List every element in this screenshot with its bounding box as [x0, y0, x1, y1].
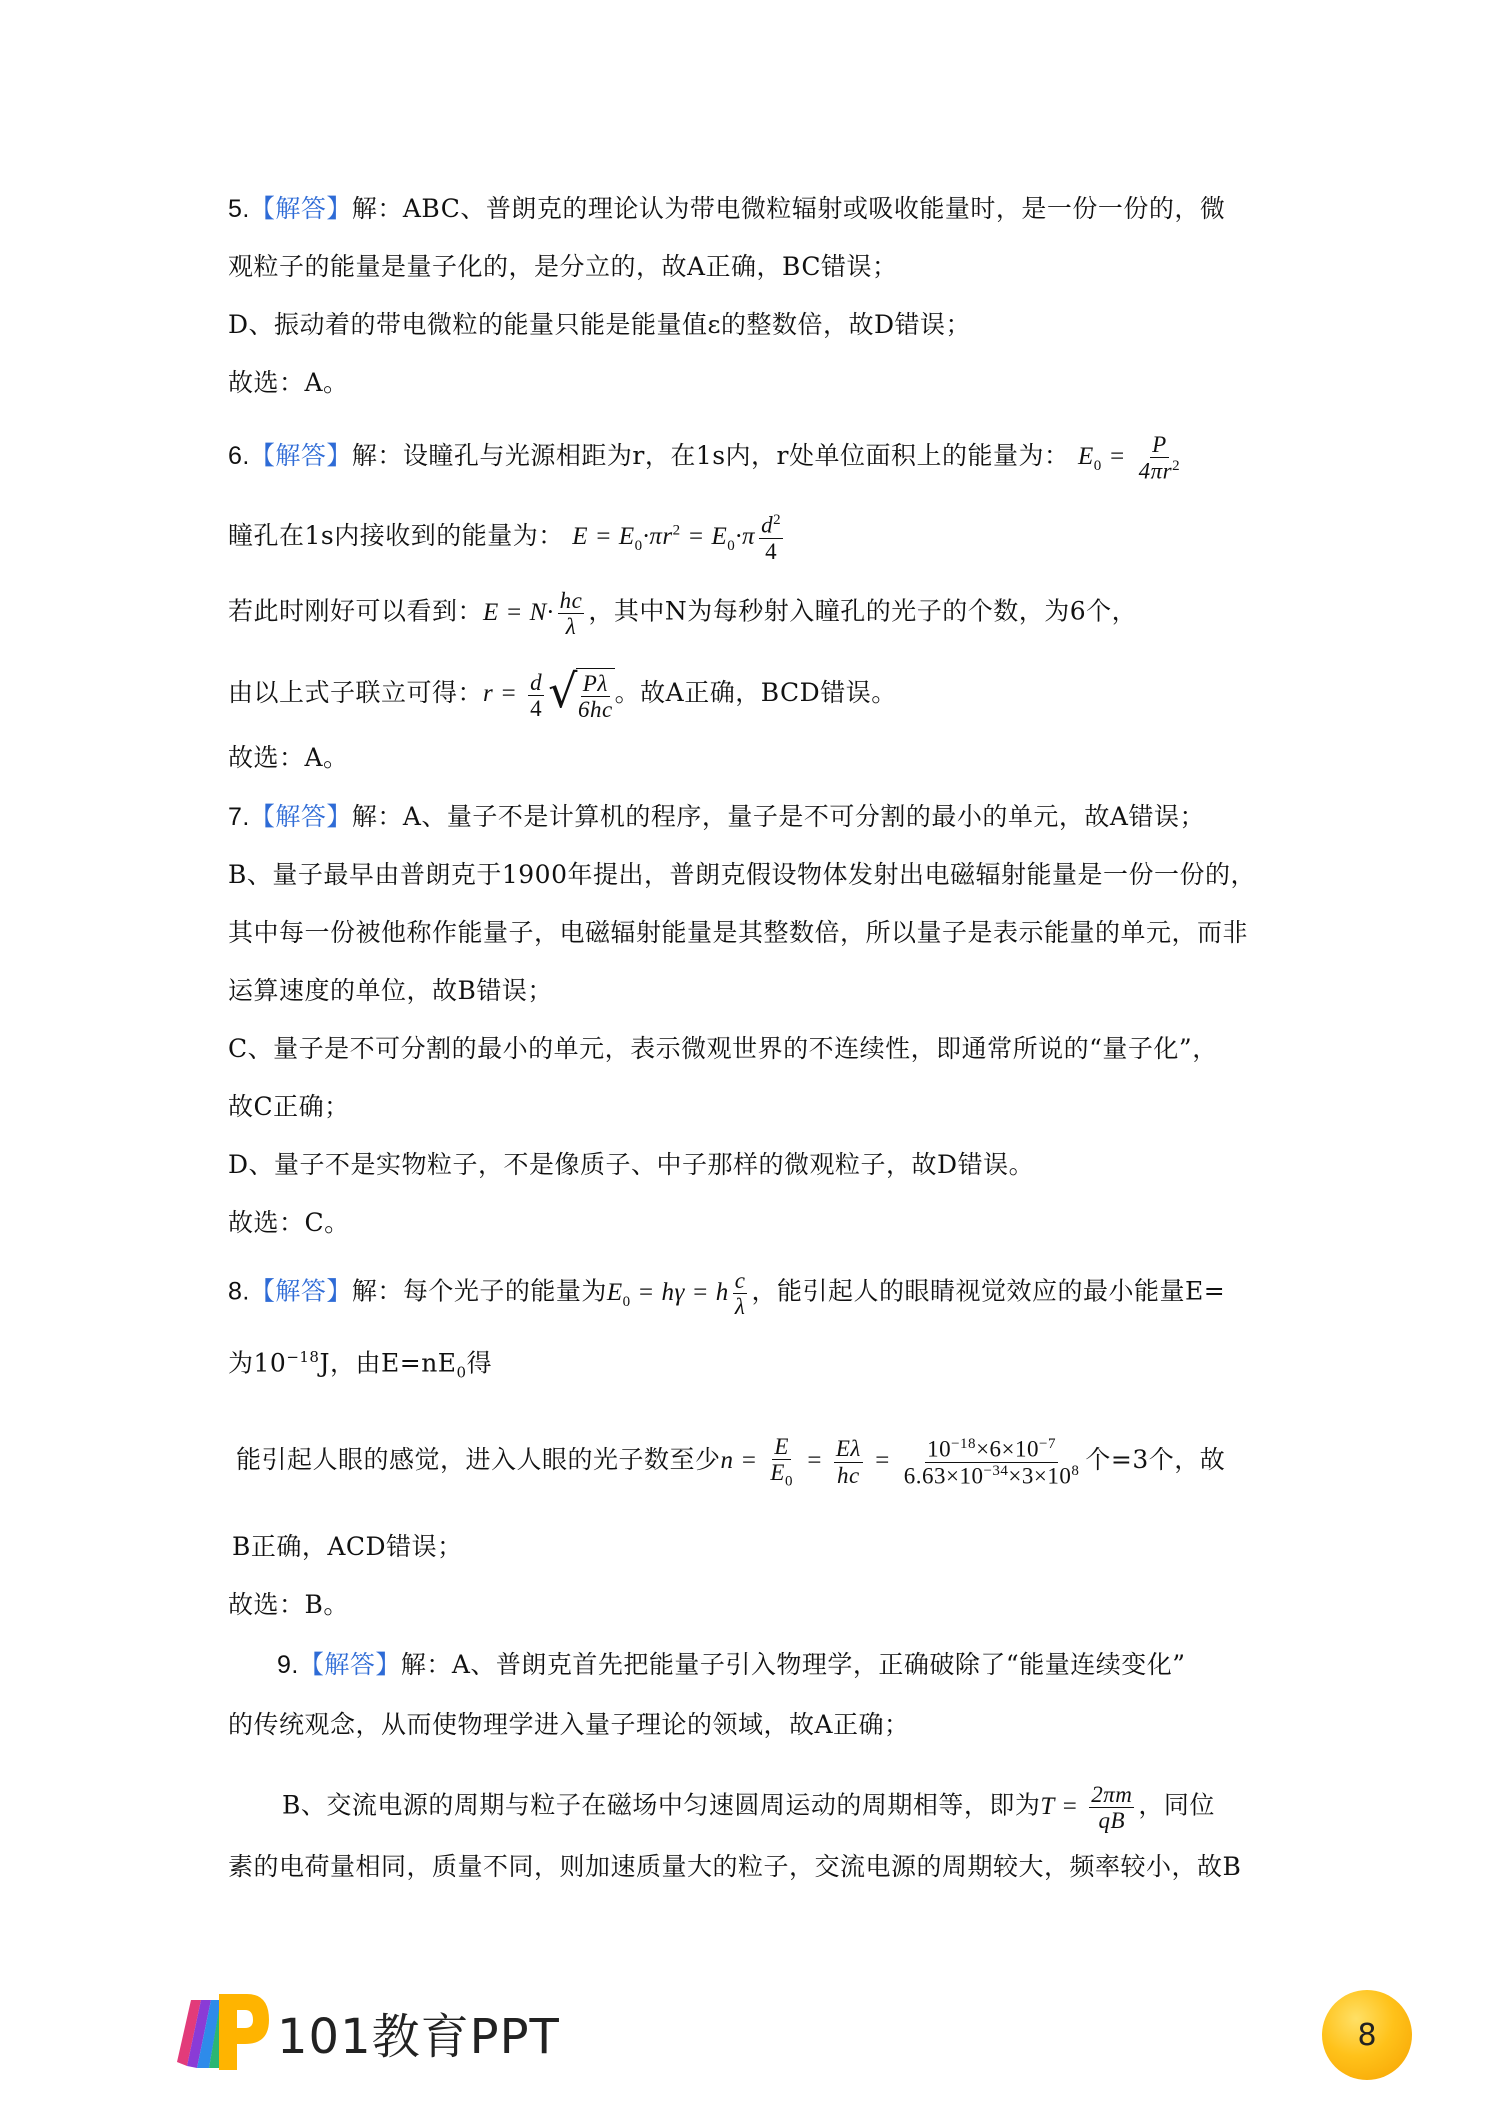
logo-text: 101教育PPT [277, 2009, 560, 2065]
q8-text-3b: 个=3个，故 [1085, 1444, 1226, 1474]
q8-text-1b: ，能引起人的眼睛视觉效应的最小能量E= [751, 1276, 1226, 1306]
q8-subscript: 0 [456, 1363, 467, 1382]
formula-r: r = $\frac{d}{4}$ √ $\frac{P\lambda}{6hc}$ [483, 664, 613, 723]
q8-text-2b: J，由E=nE [319, 1348, 457, 1378]
q6-text-1: 解：设瞳孔与光源相距为r，在1s内，r处单位面积上的能量为： [351, 440, 1070, 470]
q8-text-1a: 解：每个光子的能量为 [351, 1276, 607, 1306]
q9-text-1: 解：A、普朗克首先把能量子引入物理学，正确破除了“能量连续变化” [400, 1650, 1186, 1679]
formula-e0: $E_0$ = $\frac{P}{4\pi r^2}$ [1077, 432, 1181, 484]
formula-photon-energy: $E_0 = h\gamma = h$ $\frac{c}{\lambda}$ [606, 1268, 746, 1320]
q8-text-2a: 为10 [228, 1348, 287, 1378]
q5-line-4: 故选：A。 [228, 368, 349, 397]
q7-line-6: 故C正确； [228, 1092, 350, 1121]
q8-line-2 [228, 1350, 492, 1380]
q7-line-7: D、量子不是实物粒子，不是像质子、中子那样的微观粒子，故D错误。 [228, 1150, 1035, 1179]
answer-tag: 【解答】 [298, 1650, 401, 1679]
q5-text-1: 解：ABC、普朗克的理论认为带电微粒辐射或吸收能量时，是一份一份的，微 [351, 194, 1226, 223]
q9-number: 9. [277, 1651, 299, 1679]
q7-line-5: C、量子是不可分割的最小的单元，表示微观世界的不连续性，即通常所说的“量子化”， [228, 1034, 1218, 1063]
q9-line-3 [282, 1782, 1215, 1834]
q6-line-1 [228, 432, 1186, 484]
q6-line-2 [228, 512, 787, 564]
q8-line-1 [228, 1268, 1225, 1320]
page-number: 8 [1357, 2017, 1377, 2053]
q6-line-5: 故选：A。 [228, 743, 349, 772]
formula-period: T = $\frac{2\pi m}{qB}$ [1040, 1782, 1133, 1834]
q7-line-2: B、量子最早由普朗克于1900年提出，普朗克假设物体发射出电磁辐射能量是一份一份的， [228, 860, 1256, 889]
q6-text-2: 瞳孔在1s内接收到的能量为： [228, 520, 564, 550]
q7-line-8: 故选：C。 [228, 1208, 350, 1237]
q8-number: 8. [228, 1277, 250, 1306]
q8-line-4: B正确，ACD错误； [232, 1532, 463, 1561]
q8-text-2c: 得 [466, 1348, 493, 1378]
q8-text-3a: 能引起人眼的感觉，进入人眼的光子数至少 [236, 1444, 721, 1474]
q5-line-1 [228, 196, 1225, 222]
answer-tag: 【解答】 [249, 802, 352, 831]
q7-line-1 [228, 804, 1205, 830]
q7-line-3: 其中每一份被他称作能量子，电磁辐射能量是其整数倍，所以量子是表示能量的单元，而非 [228, 918, 1249, 947]
q8-line-5: 故选：B。 [228, 1590, 349, 1619]
page-number-badge [1322, 1990, 1412, 2080]
answer-tag: 【解答】 [249, 440, 352, 470]
q6-text-4b: 。故A正确，BCD错误。 [614, 678, 897, 708]
brand-logo [165, 1980, 585, 2080]
q7-text-1: 解：A、量子不是计算机的程序，量子是不可分割的最小的单元，故A错误； [351, 802, 1205, 831]
q6-line-3 [228, 588, 1137, 640]
q9-line-4: 素的电荷量相同，质量不同，则加速质量大的粒子，交流电源的周期较大，频率较小，故B [228, 1852, 1242, 1881]
q5-line-3: D、振动着的带电微粒的能量只能是能量值ε的整数倍，故D错误； [228, 310, 972, 339]
q9-line-2: 的传统观念，从而使物理学进入量子理论的领域，故A正确； [228, 1710, 910, 1739]
q9-text-3a: B、交流电源的周期与粒子在磁场中匀速圆周运动的周期相等，即为 [282, 1790, 1041, 1820]
answer-tag: 【解答】 [249, 194, 352, 223]
q6-line-4 [228, 664, 897, 723]
formula-e-received: $E = E_0\cdot\pi r^2 = E_0\cdot\pi$ $\frac{d^2}{4}$ [572, 512, 782, 564]
formula-photon-count: n = $\frac{E}{E_0}$ = $\frac{E\lambda}{hc}$ = $\frac{10^{-18}\times 6\times 10^{-7}}{6.63\times 10^{-34}\times 3\times 10^8}$ [720, 1434, 1080, 1490]
q6-text-3b: ，其中N为每秒射入瞳孔的光子的个数，为6个， [588, 596, 1138, 626]
q6-text-4a: 由以上式子联立可得： [228, 678, 484, 708]
formula-e-photons: E = N· $\frac{hc}{\lambda}$ [483, 588, 583, 640]
answer-tag: 【解答】 [249, 1276, 352, 1306]
q8-line-3 [236, 1434, 1225, 1490]
q5-line-2: 观粒子的能量是量子化的，是分立的，故A正确，BC错误； [228, 252, 898, 281]
q9-text-3b: ，同位 [1138, 1790, 1215, 1820]
q7-line-4: 运算速度的单位，故B错误； [228, 976, 553, 1005]
q6-text-3a: 若此时刚好可以看到： [228, 596, 484, 626]
q9-line-1 [277, 1652, 1186, 1678]
q5-number: 5. [228, 195, 250, 223]
q8-exponent: −18 [286, 1348, 320, 1366]
q7-number: 7. [228, 803, 250, 831]
q6-number: 6. [228, 441, 250, 470]
logo-p-icon [165, 1980, 275, 2080]
